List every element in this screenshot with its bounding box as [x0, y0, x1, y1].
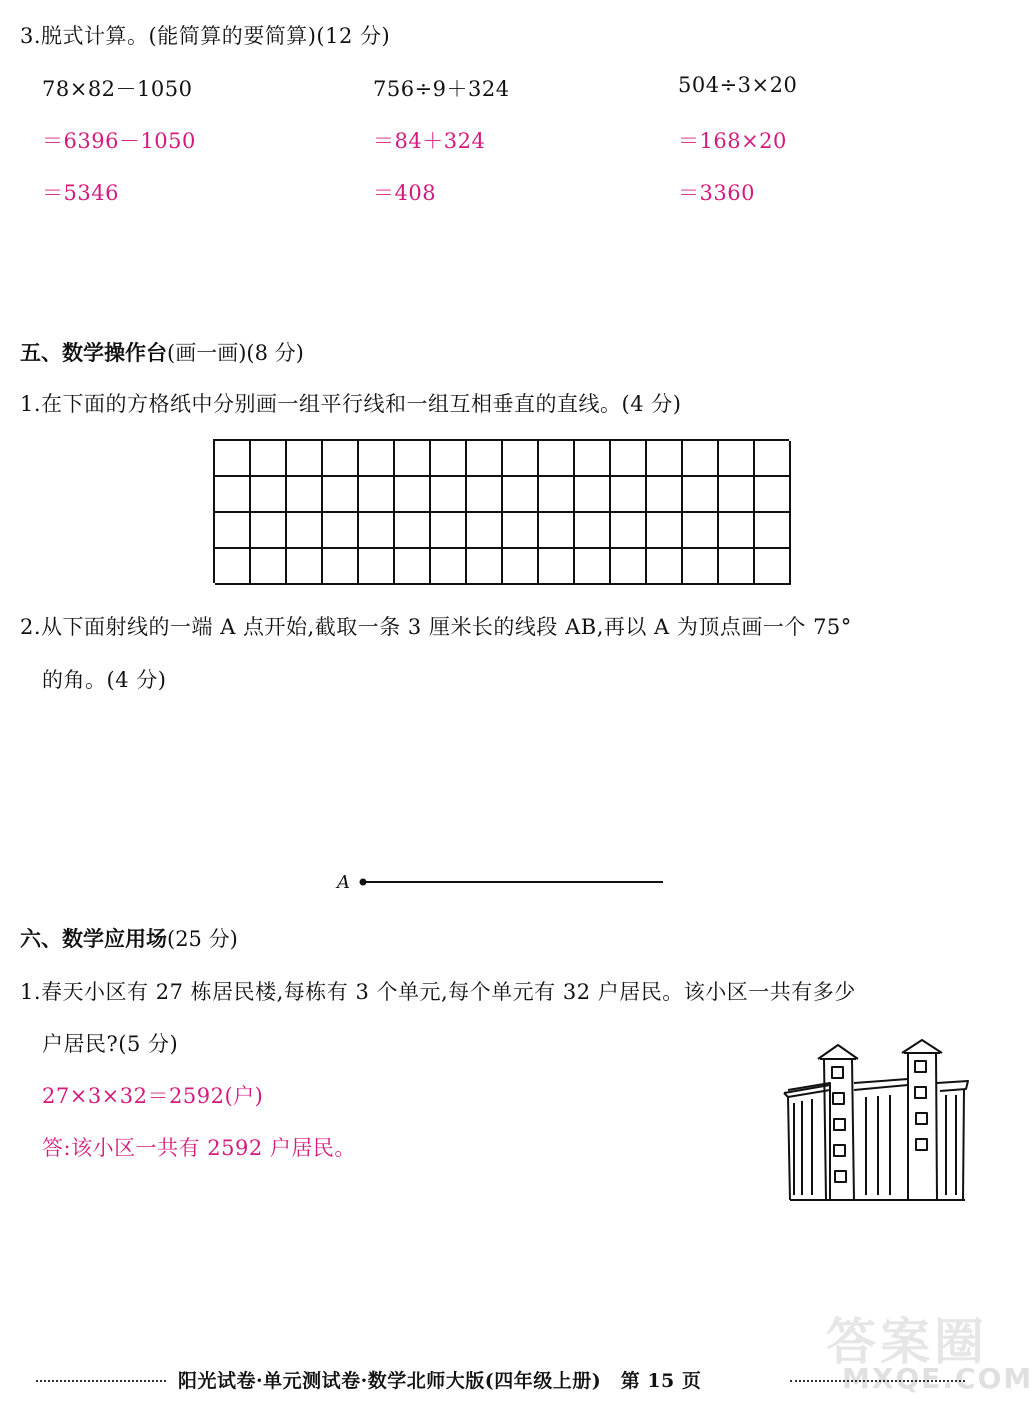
grid-cell[interactable] — [287, 477, 323, 513]
square-grid-paper[interactable] — [213, 439, 789, 583]
grid-cell[interactable] — [611, 477, 647, 513]
grid-cell[interactable] — [251, 549, 287, 585]
grid-cell[interactable] — [323, 477, 359, 513]
grid-cell[interactable] — [251, 513, 287, 549]
grid-cell[interactable] — [611, 441, 647, 477]
q3-problem-2-expr: 756÷9＋324 — [373, 77, 510, 101]
q3-problem-2-step-1: ＝84＋324 — [373, 129, 486, 153]
section5-q2-line2: 的角。(4 分) — [42, 668, 167, 692]
grid-cell[interactable] — [719, 513, 755, 549]
grid-cell[interactable] — [467, 441, 503, 477]
grid-cell[interactable] — [431, 513, 467, 549]
grid-cell[interactable] — [647, 549, 683, 585]
grid-cell[interactable] — [755, 441, 791, 477]
section6-heading: 六、数学应用场 — [20, 927, 167, 951]
grid-cell[interactable] — [719, 477, 755, 513]
section5-q2-line1: 2.从下面射线的一端 A 点开始,截取一条 3 厘米长的线段 AB,再以 A 为顶点画一个 75° — [20, 615, 852, 639]
apartment-building-illustration — [780, 1035, 975, 1205]
grid-cell[interactable] — [539, 477, 575, 513]
grid-cell[interactable] — [323, 441, 359, 477]
q3-problem-3-expr: 504÷3×20 — [678, 73, 798, 97]
watermark-title: 答案圈 — [826, 1313, 988, 1371]
section6-subtitle: (25 分) — [167, 927, 238, 951]
grid-cell[interactable] — [647, 441, 683, 477]
grid-cell[interactable] — [467, 513, 503, 549]
grid-cell[interactable] — [215, 513, 251, 549]
grid-cell[interactable] — [395, 477, 431, 513]
grid-cell[interactable] — [719, 549, 755, 585]
grid-cell[interactable] — [575, 441, 611, 477]
footer-dots-right — [790, 1380, 965, 1382]
grid-cell[interactable] — [755, 513, 791, 549]
grid-cell[interactable] — [755, 477, 791, 513]
grid-cell[interactable] — [359, 549, 395, 585]
grid-cell[interactable] — [503, 513, 539, 549]
grid-cell[interactable] — [575, 477, 611, 513]
section5-subtitle: (画一画)(8 分) — [167, 341, 304, 365]
grid-cell[interactable] — [467, 549, 503, 585]
grid-cell[interactable] — [431, 477, 467, 513]
section6-q1-line1: 1.春天小区有 27 栋居民楼,每栋有 3 个单元,每个单元有 32 户居民。该小区一共有多少 — [20, 980, 856, 1004]
grid-cell[interactable] — [359, 513, 395, 549]
grid-cell[interactable] — [503, 441, 539, 477]
grid-cell[interactable] — [215, 477, 251, 513]
watermark-url: MXQE.COM — [842, 1362, 1033, 1395]
grid-cell[interactable] — [683, 477, 719, 513]
footer-text: 阳光试卷·单元测试卷·数学北师大版(四年级上册) 第 15 页 — [178, 1370, 702, 1392]
q3-problem-1-step-1: ＝6396－1050 — [42, 129, 196, 153]
q3-problem-3-step-2: ＝3360 — [678, 181, 755, 205]
q3-problem-1-step-2: ＝5346 — [42, 181, 119, 205]
grid-cell[interactable] — [323, 513, 359, 549]
q3-problem-2-step-2: ＝408 — [373, 181, 437, 205]
section5-title — [20, 337, 304, 367]
grid-cell[interactable] — [323, 549, 359, 585]
section6-title — [20, 923, 238, 953]
grid-cell[interactable] — [575, 513, 611, 549]
grid-cell[interactable] — [431, 549, 467, 585]
grid-cell[interactable] — [683, 549, 719, 585]
q3-title: 3.脱式计算。(能简算的要简算)(12 分) — [20, 24, 391, 48]
grid-cell[interactable] — [575, 549, 611, 585]
grid-cell[interactable] — [215, 549, 251, 585]
grid-cell[interactable] — [467, 477, 503, 513]
ray-drawing[interactable] — [355, 873, 675, 893]
grid-cell[interactable] — [647, 513, 683, 549]
grid-cell[interactable] — [683, 513, 719, 549]
q3-problem-1-expr: 78×82－1050 — [42, 77, 193, 101]
grid-cell[interactable] — [503, 477, 539, 513]
q3-problem-3-step-1: ＝168×20 — [678, 129, 787, 153]
grid-cell[interactable] — [251, 441, 287, 477]
grid-cell[interactable] — [539, 549, 575, 585]
grid-cell[interactable] — [359, 441, 395, 477]
grid-cell[interactable] — [611, 549, 647, 585]
section5-q1: 1.在下面的方格纸中分别画一组平行线和一组互相垂直的直线。(4 分) — [20, 392, 682, 416]
grid-cell[interactable] — [539, 441, 575, 477]
grid-cell[interactable] — [359, 477, 395, 513]
grid-cell[interactable] — [395, 513, 431, 549]
section6-answer-calc: 27×3×32＝2592(户) — [42, 1084, 264, 1108]
section6-answer-text: 答:该小区一共有 2592 户居民。 — [42, 1136, 356, 1160]
grid-cell[interactable] — [215, 441, 251, 477]
grid-cell[interactable] — [683, 441, 719, 477]
footer-dots-left — [36, 1380, 166, 1382]
grid-cell[interactable] — [287, 513, 323, 549]
grid-cell[interactable] — [755, 549, 791, 585]
section5-heading: 五、数学操作台 — [20, 341, 167, 365]
grid-cell[interactable] — [611, 513, 647, 549]
grid-cell[interactable] — [503, 549, 539, 585]
page-footer — [0, 1362, 1000, 1402]
grid-cell[interactable] — [251, 477, 287, 513]
grid-cell[interactable] — [647, 477, 683, 513]
section6-q1-line2: 户居民?(5 分) — [42, 1032, 179, 1056]
grid-cell[interactable] — [395, 441, 431, 477]
grid-cell[interactable] — [431, 441, 467, 477]
grid-cell[interactable] — [719, 441, 755, 477]
grid-cell[interactable] — [287, 441, 323, 477]
grid-cell[interactable] — [287, 549, 323, 585]
ray-label-a: A — [337, 872, 350, 893]
grid-cell[interactable] — [395, 549, 431, 585]
grid-cell[interactable] — [539, 513, 575, 549]
